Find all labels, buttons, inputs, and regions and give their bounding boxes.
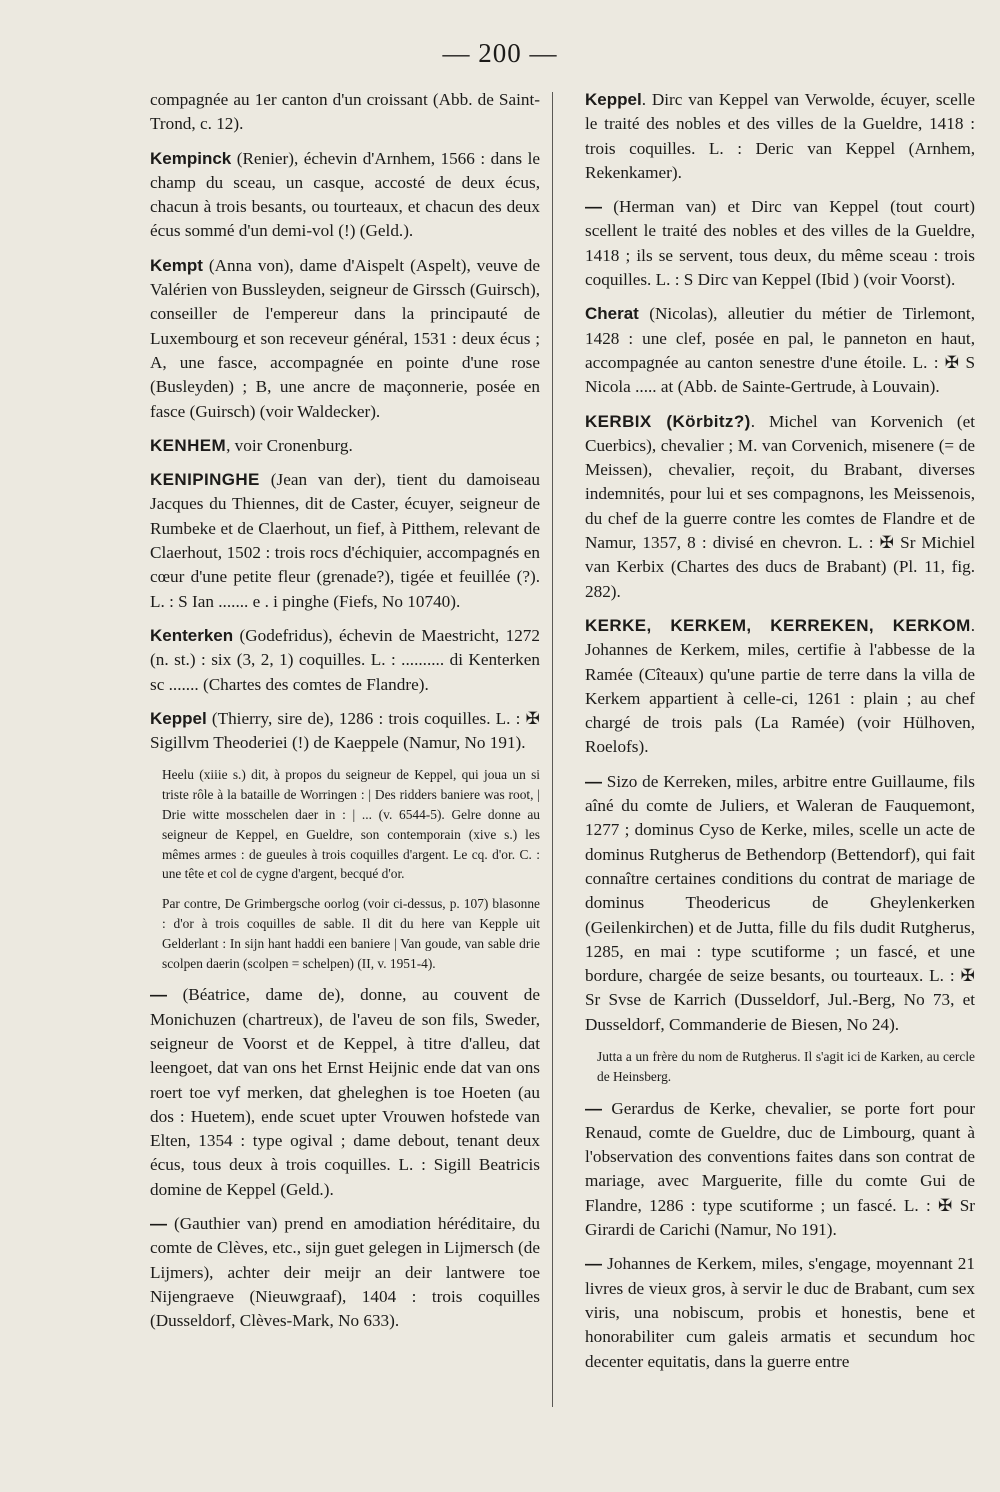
entry (130, 468, 540, 614)
entry (565, 302, 975, 399)
entry-text: (Thierry, sire de), 1286 : trois coquilles. L. : ✠ Sigillvm Theoderiei (!) de Kaeppele (Namur, No 191). (150, 708, 540, 753)
column-divider (552, 92, 553, 1407)
entry-head: — (150, 1214, 167, 1234)
entry-head: — (150, 985, 167, 1005)
entry-text: . Michel van Korvenich (et Cuerbics), chevalier ; M. van Corvenich, misenere (= de Meissen), chevalier, reçoit, du Brabant, diverses indemnités, pour lui et ses compagnons, les Meissenois, du chef de la guerre contre les comtes de Flandre et de Namur, 1357, 8 : divisé en chevron. L. : ✠ Sr Michiel van Kerbix (Chartes des ducs de Brabant) (Pl. 11, fig. 282). (585, 411, 976, 601)
entry (565, 1252, 975, 1373)
entry (130, 624, 540, 697)
entry-head: — (585, 1254, 602, 1274)
entry (130, 983, 540, 1202)
entry-head: Keppel (150, 708, 207, 728)
entry-text: (Anna von), dame d'Aispelt (Aspelt), veuve de Valérien von Bussleyden, seigneur de Girssch (Guirsch), conseiller de l'empereur dans la principauté de Luxembourg et son receveur général, 1531 : deux écus ; A, une fasce, accompagnée en pointe d'une rose (Busleyden) ; B, une ancre de maçonnerie, posée en fasce (Guirsch) (voir Waldecker). (150, 255, 540, 421)
entry (565, 1097, 975, 1243)
entry-text: . Johannes de Kerkem, miles, certifie à l'abbesse de la Ramée (Cîteaux) qu'une partie de terre dans la villa de Kerkem appartient à celle-ci, 1261 : plain ; au chef chargé de trois pals (La Ramée) (voir Hülhoven, Roelofs). (585, 615, 975, 757)
entry (130, 254, 540, 424)
entry-text: , voir Cronenburg. (226, 435, 353, 455)
entry-head: KERKE, KERKEM, KERREKEN, KERKOM (585, 615, 971, 635)
entry-head: Keppel (585, 90, 642, 109)
entry-head: Kenterken (150, 625, 234, 645)
entry (565, 614, 975, 760)
entry (565, 195, 975, 292)
entry-head: Kempinck (150, 148, 232, 168)
entry (565, 410, 975, 604)
entry-text: (Gauthier van) prend en amodiation héréditaire, du comte de Clèves, etc., sijn guet gelegen in Lijmersch (de Lijmers), achter deir meijr an deir lantwere toe Nijengraeve (Nieuwgraaf), 1404 : trois coquilles (Dusseldorf, Clèves-Mark, No 633). (150, 1214, 540, 1331)
entry (130, 707, 540, 756)
left-column (130, 88, 540, 1344)
entry-text: . Dirc van Keppel van Verwolde, écuyer, scelle le traité des nobles et des villes de la Gueldre, 1418 : trois coquilles. L. : Deric van Keppel (Arnhem, Rekenkamer). (585, 90, 975, 182)
entry (130, 434, 540, 458)
entry-text: (Jean van der), tient du damoiseau Jacques du Thiennes, dit de Caster, écuyer, seigneur de Rumbeke et de Claerhout, un fief, à Pitthem, relevant de Claerhout, 1502 : trois rocs d'échiquier, accompagnés en cœur d'une petite fleur (grenade?), tigée et feuillée (?). L. : S Ian ....... e . i pinghe (Fiefs, No 10740). (150, 470, 540, 611)
entry-text: (Herman van) et Dirc van Keppel (tout court) scellent le traité des nobles et des villes de la Gueldre, 1418 ; ils se servent, tous deux, du même sceau : trois coquilles. L. : S Dirc van Keppel (Ibid ) (voir Voorst). (585, 197, 975, 290)
page-number: — 200 — (442, 38, 558, 68)
entry-head: KENHEM (150, 435, 227, 455)
entry-text: Gerardus de Kerke, chevalier, se porte fort pour Renaud, comte de Gueldre, duc de Limbourg, quant à l'observation des conventions faites dans son contrat de mariage, avec Marguerite, fille du comte Gui de Flandre, 1286 : type scutiforme ; un fascé. L. : ✠ Sr Girardi de Carichi (Namur, No 191). (585, 1098, 975, 1240)
entry (130, 147, 540, 244)
entry-head: KENIPINGHE (150, 470, 260, 490)
entry-text: Johannes de Kerkem, miles, s'engage, moyennant 21 livres de vieux gros, à servir le duc de Brabant, cum sex viris, una nobiscum, probis et honestis, bene et honorabiliter cum galeis armatis et secundum hoc decenter equitatis, dans la guerre entre (585, 1254, 975, 1371)
footnote: Jutta a un frère du nom de Rutgherus. Il s'agit ici de Karken, au cercle de Heinsberg. (597, 1048, 975, 1084)
entry-text: (Renier), échevin d'Arnhem, 1566 : dans le champ du sceau, un casque, accosté de deux écus, chacun à trois besants, ou tourteaux, et chacun des deux écus sommé d'un demi-vol (!) (Geld.). (150, 148, 540, 241)
entry (565, 770, 975, 1037)
footnote: Heelu (xiiie s.) dit, à propos du seigneur de Keppel, qui joua un si triste rôle à la bataille de Worringen : | Des ridders baniere was root, | Drie witte mosschelen daer in : | ... (v. 6544-5). Gelre donne au seigneur de Keppel, en Gueldre, son contemporain (xive s.) les mêmes armes : de gueules à trois coquilles d'argent. Le cq. d'or. C. : une tête et col de cygne d'argent, becqué d'or. (162, 767, 540, 882)
entry-text: (Godefridus), échevin de Maestricht, 1272 (n. st.) : six (3, 2, 1) coquilles. L. : .......... di Kenterken sc ....... (Chartes des comtes de Flandre). (150, 625, 540, 694)
entry-head: — (585, 197, 602, 217)
entry-text: (Béatrice, dame de), donne, au couvent de Monichuzen (chartreux), de l'aveu de son fils, Sweder, seigneur de Voorst et de Keppel, à titre d'alleu, dat leengoet, dat van ons het Ernst Heijnic ende dat van ons roert toe vyf merken, dat gheleghen is toe Hoeten (au dos : Huetem), ende scuet upter Vrouwen hofstede van Elten, 1354 : type ogival ; dame debout, tenant deux écus, tous deux à trois coquilles. L. : Sigill Beatricis domine de Keppel (Geld.). (150, 985, 540, 1199)
entry-head: KERBIX (Körbitz?) (585, 411, 751, 431)
right-column (565, 88, 975, 1384)
entry-head: Kempt (150, 255, 203, 275)
entry-head: — (585, 771, 602, 791)
entry-text: Sizo de Kerreken, miles, arbitre entre Guillaume, fils aîné du comte de Juliers, et Waleran de Fauquemont, 1277 ; dominus Cyso de Kerke, miles, scelle un acte de dominus Rutgherus de Bethendorp (Bettendorf), qui fait connaître certaines conditions du contrat de mariage de dominus Theodericus de Gheylenkerken (Geilenkirchen) et de Jutta, fille du fils dudit Rutgherus, 1285, en mai : type scutiforme ; un fascé, et une bordure, chargée de seize besants, ou tourteaux. L. : ✠ Sr Svse de Karrich (Dusseldorf, Jul.-Berg, No 73, et Dusseldorf, Commanderie de Biesen, No 24). (585, 771, 975, 1034)
entry (565, 88, 975, 185)
paragraph-text: compagnée au 1er canton d'un croissant (Abb. de Saint-Trond, c. 12). (150, 90, 540, 134)
entry-text: (Nicolas), alleutier du métier de Tirlemont, 1428 : une clef, posée en pal, le panneton en haut, accompagnée au canton senestre d'une étoile. L. : ✠ S Nicola ..... at (Abb. de Sainte-Gertrude, à Louvain). (585, 304, 975, 397)
entry-head: Cherat (585, 304, 639, 324)
entry (130, 1212, 540, 1333)
entry-head: — (585, 1098, 602, 1118)
paragraph (130, 88, 540, 137)
footnote: Par contre, De Grimbergsche oorlog (voir ci-dessus, p. 107) blasonne : d'or à trois coquilles de sable. Il dit du here van Kepple uit Gelderlant : In sijn hant haddi een baniere | Van goude, van sable drie scolpen daerin (scolpen = schelpen) (II, v. 1951-4). (162, 896, 540, 971)
